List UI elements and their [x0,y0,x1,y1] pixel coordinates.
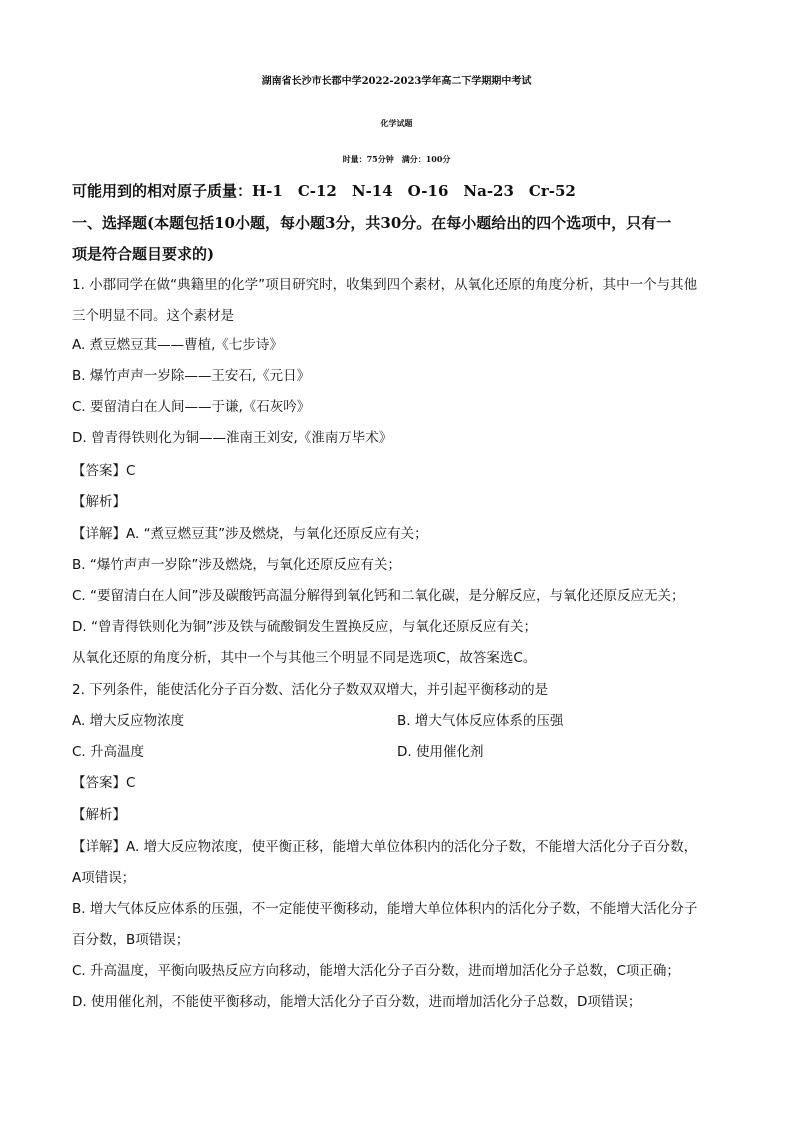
q1-stem-line1: 1. 小郡同学在做“典籍里的化学”项目研究时，收集到四个素材，从氧化还原的角度分析，其中一个与其他 [72,277,698,293]
q2-detail-b-line1: B. 增大气体反应体系的压强，不一定能使平衡移动，能增大单位体积内的活化分子数，不能增大活化分子 [72,901,698,917]
atomic-mass-line: 可能用到的相对原子质量：H-1 C-12 N-14 O-16 Na-23 Cr-52 [72,182,576,200]
q1-detail-a: 【详解】A. “煮豆燃豆萁”涉及燃烧，与氧化还原反应有关； [72,526,428,542]
q2-detail-b-line2: 百分数，B项错误； [72,932,190,948]
q1-option-b: B. 爆竹声声一岁除——王安石,《元日》 [72,368,311,384]
time-score: 时量：75分钟 满分：100分 [342,154,451,164]
q1-detail-d: D. “曾青得铁则化为铜”涉及铁与硫酸铜发生置换反应，与氧化还原反应有关； [72,619,537,635]
q2-detail-c: C. 升高温度，平衡向吸热反应方向移动，能增大活化分子百分数，进而增加活化分子总数，C项正确； [72,963,680,979]
q1-option-d: D. 曾青得铁则化为铜——淮南王刘安,《淮南万毕术》 [72,430,393,446]
q1-option-a: A. 煮豆燃豆萁——曹植,《七步诗》 [72,337,283,353]
q2-analysis-label: 【解析】 [72,807,126,823]
section-heading-line2: 项是符合题目要求的) [72,245,215,263]
exam-title: 湖南省长沙市长郡中学2022-2023学年高二下学期期中考试 [261,76,532,87]
q1-detail-c: C. “要留清白在人间”涉及碳酸钙高温分解得到氧化钙和二氧化碳，是分解反应，与氧化还原反应无关； [72,588,685,604]
q2-detail-a-line1: 【详解】A. 增大反应物浓度，使平衡正移，能增大单位体积内的活化分子数，不能增大活化分子百分数， [72,839,698,855]
q1-answer: 【答案】C [72,463,136,479]
section-heading-line1: 一、选择题(本题包括10小题，每小题3分，共30分。在每小题给出的四个选项中，只有一 [72,214,672,232]
q2-option-d: D. 使用催化剂 [397,744,484,760]
exam-subtitle: 化学试题 [380,118,413,128]
q1-analysis-label: 【解析】 [72,494,126,510]
q1-option-c: C. 要留清白在人间——于谦,《石灰吟》 [72,399,311,415]
q1-stem-line2: 三个明显不同。这个素材是 [72,308,234,324]
q1-detail-b: B. “爆竹声声一岁除”涉及燃烧，与氧化还原反应有关； [72,557,401,573]
q2-answer: 【答案】C [72,775,136,791]
q2-option-b: B. 增大气体反应体系的压强 [397,713,564,729]
q2-option-a: A. 增大反应物浓度 [72,713,185,729]
q2-option-c: C. 升高温度 [72,744,145,760]
q2-detail-a-line2: A项错误； [72,870,136,886]
q1-conclusion: 从氧化还原的角度分析，其中一个与其他三个明显不同是选项C，故答案选C。 [72,650,537,666]
q2-detail-d: D. 使用催化剂，不能使平衡移动，能增大活化分子百分数，进而增加活化分子总数，D项错误； [72,994,642,1010]
q2-stem: 2. 下列条件，能使活化分子百分数、活化分子数双双增大，并引起平衡移动的是 [72,682,549,698]
